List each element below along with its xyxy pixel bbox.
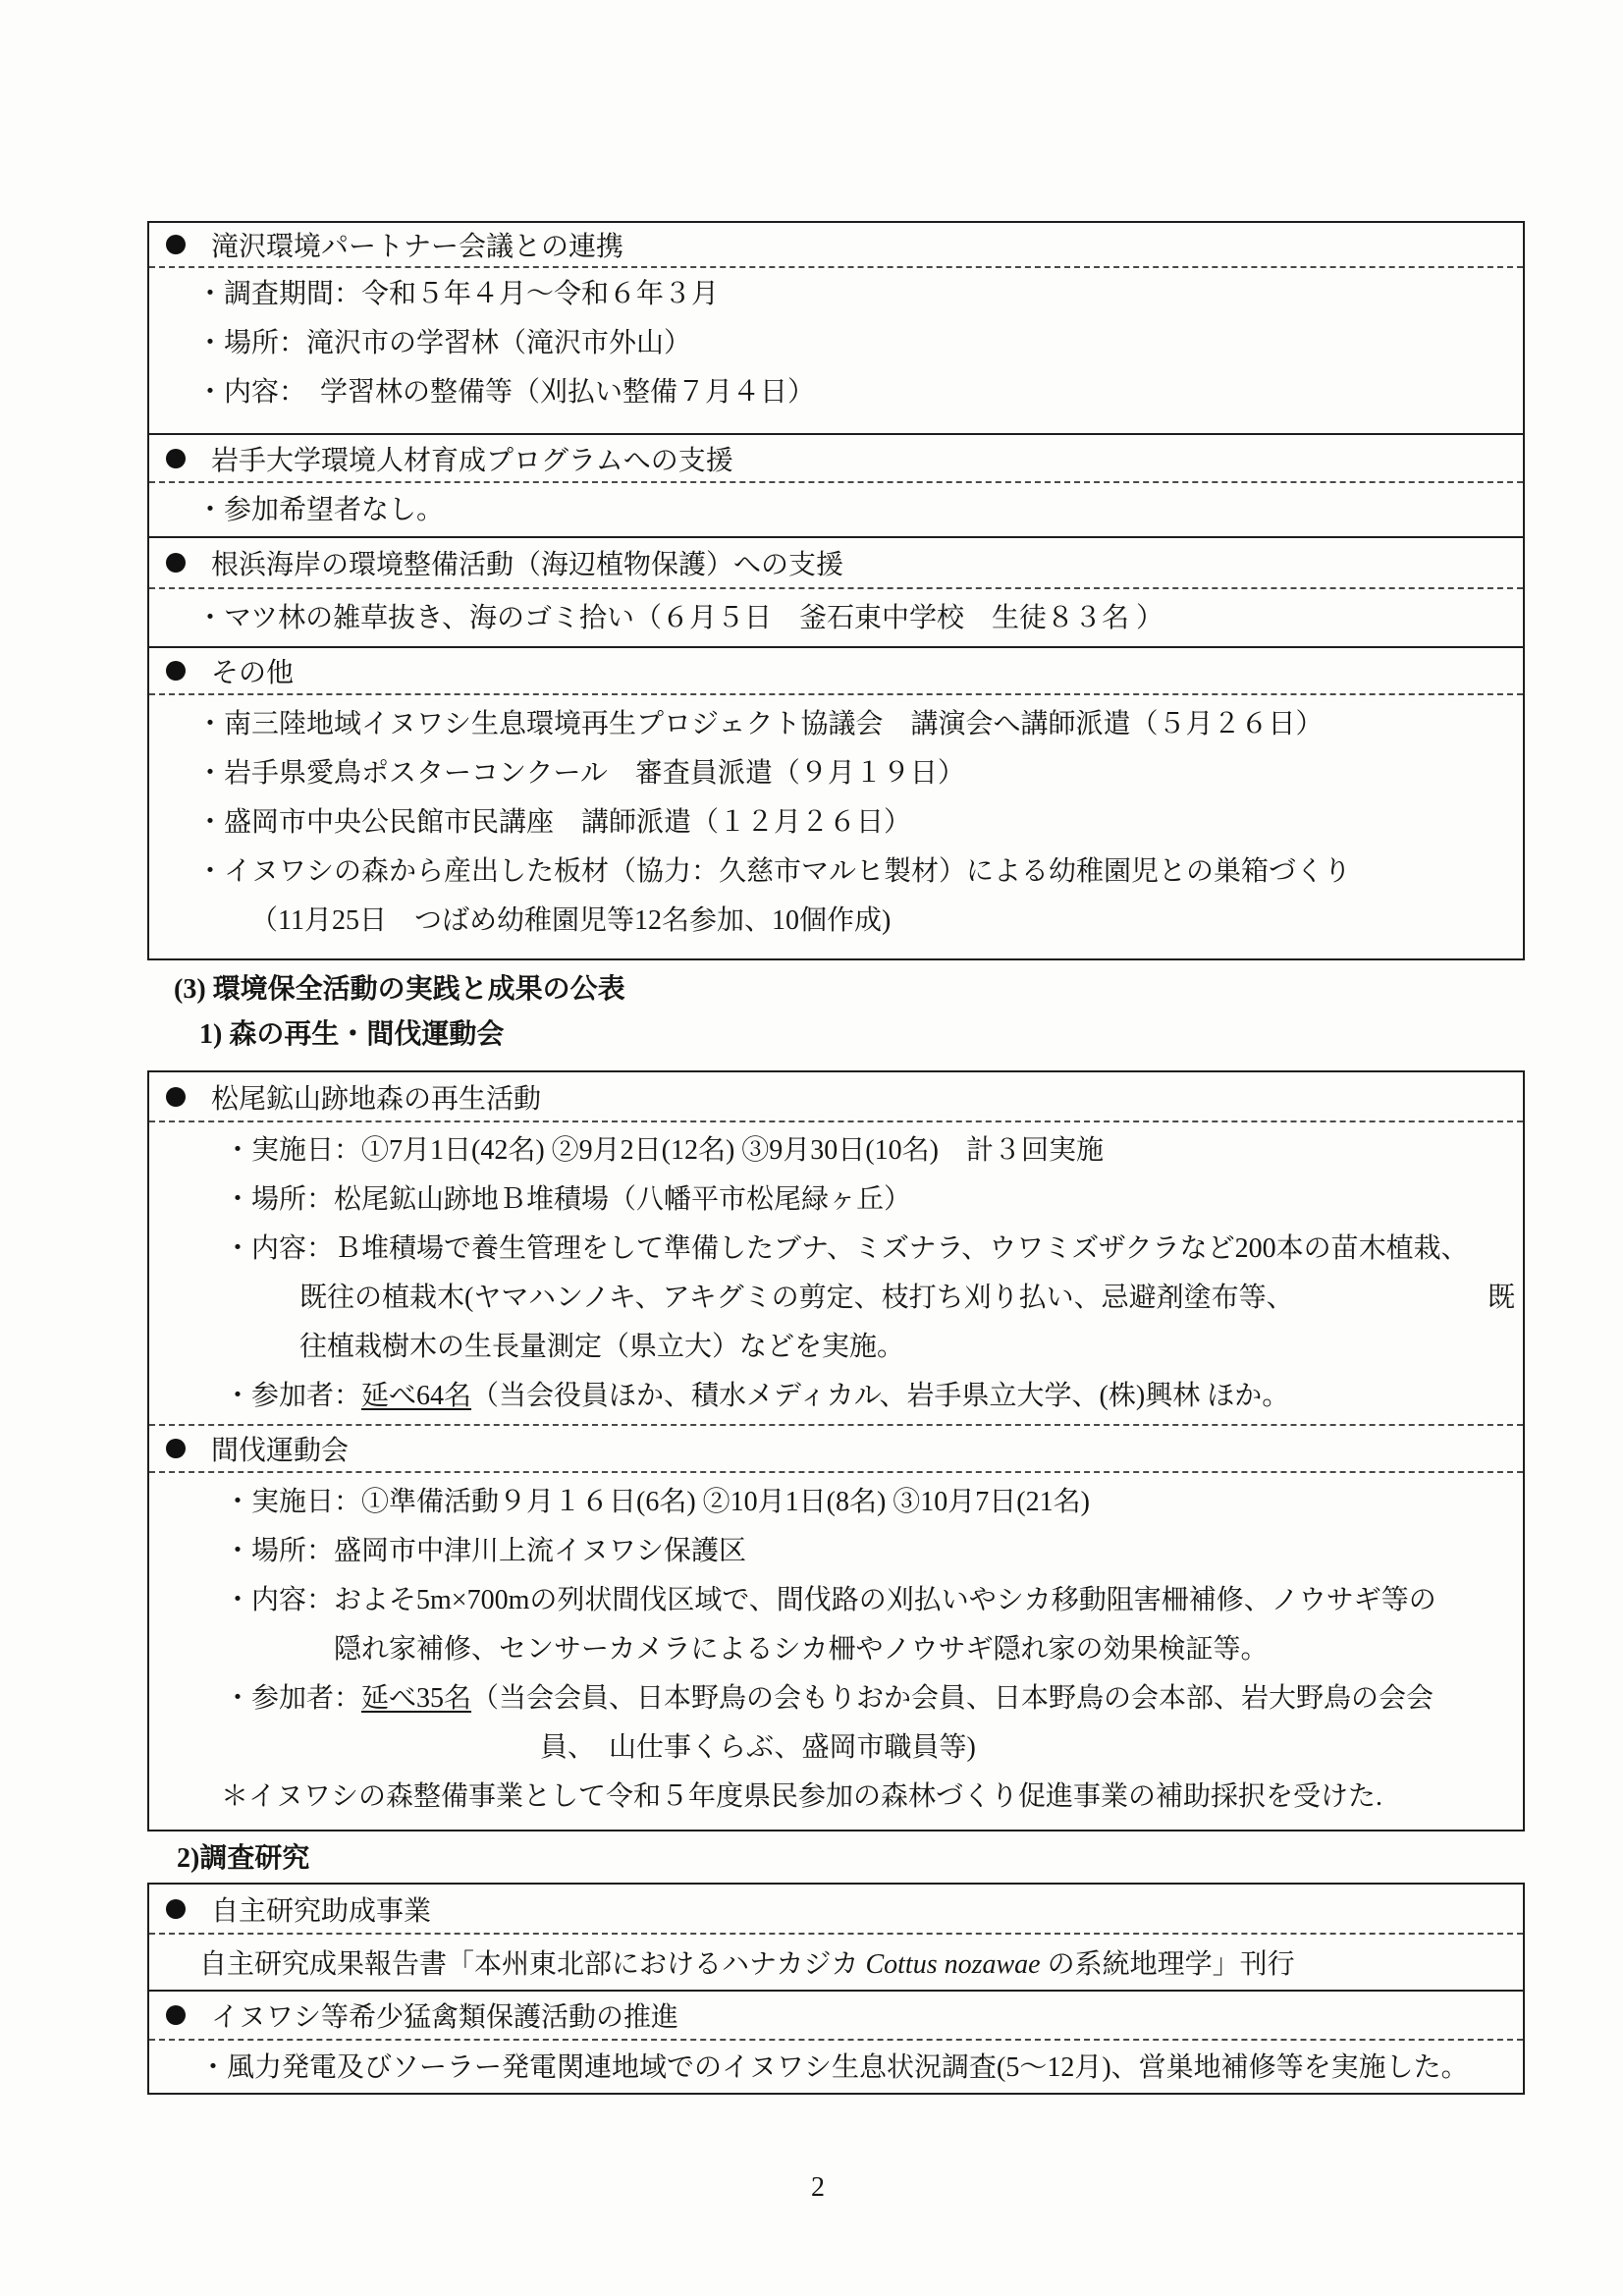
bullet-icon [166, 1899, 186, 1919]
participants-item [149, 1372, 1523, 1421]
subsection-heading: 2)調査研究 [177, 1843, 310, 1874]
list-item: ・参加希望者なし。 [196, 495, 445, 525]
section-title: 自主研究助成事業 [211, 1895, 432, 1927]
bullet-icon [166, 449, 186, 468]
list-item: ・岩手県愛鳥ポスターコンクール 審査員派遣（９月１９日） [196, 758, 965, 789]
section-title: 松尾鉱山跡地森の再生活動 [211, 1083, 542, 1115]
content-item-continued: 隠れ家補修、センサーカメラによるシカ柵やノウサギ隠れ家の効果検証等。 [334, 1634, 1269, 1665]
page-number: 2 [811, 2172, 825, 2203]
section-title: イヌワシ等希少猛禽類保護活動の推進 [211, 2002, 679, 2033]
participants-count: 延べ35名 [361, 1683, 472, 1714]
subsection-heading: 1) 森の再生・間伐運動会 [199, 1019, 505, 1050]
section-body [149, 695, 1523, 958]
content-item: ・内容：およそ5m×700mの列状間伐区域で、間伐路の刈払いやシカ移動阻害柵補修、ノウサギ等の [224, 1585, 1436, 1615]
list-item: ・内容： 学習林の整備等（刈払い整備７月４日） [196, 377, 816, 408]
content-item-continued [149, 1274, 1523, 1323]
participants-detail: （当会役員ほか、積水メディカル、岩手県立大学、(株)興林 ほか。 [471, 1381, 1290, 1411]
section-body [149, 268, 1523, 435]
section-title: その他 [211, 658, 295, 688]
section-header [149, 1426, 1523, 1473]
section-header [149, 538, 1523, 589]
list-item: ・盛岡市中央公民館市民講座 講師派遣（１２月２６日） [196, 807, 912, 838]
date-item: ・実施日：①7月1日(42名) ②9月2日(12名) ③9月30日(10名) 計３回実施 [224, 1135, 1104, 1166]
report-text: の系統地理学」刊行 [1040, 1949, 1295, 1980]
section-body [149, 589, 1523, 648]
report-text: 自主研究成果報告書「本州東北部におけるハナカジカ [199, 1949, 866, 1980]
section-title: 岩手大学環境人材育成プログラムへの支援 [211, 445, 733, 476]
section-body [149, 1935, 1523, 1992]
list-item: ・風力発電及びソーラー発電関連地域でのイヌワシ生息状況調査(5～12月)、営巣地補修等を実施した。 [199, 2052, 1469, 2083]
bullet-icon [166, 553, 186, 573]
date-item: ・実施日：①準備活動９月１６日(6名) ②10月1日(8名) ③10月7日(21名) [224, 1487, 1090, 1517]
section-title: 滝沢環境パートナー会議との連携 [211, 232, 624, 262]
place-item: ・場所：盛岡市中津川上流イヌワシ保護区 [224, 1536, 747, 1566]
section-header [149, 435, 1523, 483]
participants-label: ・参加者： [224, 1381, 362, 1411]
place-item: ・場所：松尾鉱山跡地Ｂ堆積場（八幡平市松尾緑ヶ丘） [224, 1184, 912, 1215]
content-text: 既往の植栽木(ヤマハンノキ、アキグミの剪定、枝打ち刈り払い、忌避剤塗布等、 [299, 1283, 1294, 1313]
content-trailing-text: 既 [1487, 1283, 1515, 1313]
bullet-icon [166, 235, 186, 254]
section-heading: (3) 環境保全活動の実践と成果の公表 [174, 974, 625, 1005]
list-item: ・調査期間：令和５年４月～令和６年３月 [196, 279, 720, 309]
section-body [149, 483, 1523, 538]
participants-continued: 員、 山仕事くらぶ、盛岡市職員等) [540, 1732, 976, 1763]
forest-activities-table [147, 1070, 1525, 1831]
list-item: ・イヌワシの森から産出した板材（協力：久慈市マルヒ製材）による幼稚園児との巣箱づくり [196, 856, 1352, 887]
participants-count: 延べ64名 [361, 1381, 472, 1411]
content-item-continued: 往植栽樹木の生長量測定（県立大）などを実施。 [299, 1332, 905, 1362]
section-title: 間伐運動会 [211, 1436, 350, 1466]
list-item: ・場所：滝沢市の学習林（滝沢市外山） [196, 328, 692, 358]
section-header [149, 223, 1523, 268]
participants-detail: （当会会員、日本野鳥の会もりおか会員、日本野鳥の会本部、岩大野鳥の会会 [471, 1683, 1434, 1714]
bullet-icon [166, 1439, 186, 1458]
bullet-icon [166, 661, 186, 681]
list-item: ・マツ林の雑草抜き、海のゴミ拾い（６月５日 釜石東中学校 生徒８３名 ） [196, 603, 1164, 633]
section-title: 根浜海岸の環境整備活動（海辺植物保護）への支援 [211, 550, 844, 580]
support-activities-table [147, 221, 1525, 960]
bullet-icon [166, 2005, 186, 2025]
section-header [149, 1072, 1523, 1122]
section-body [149, 2041, 1523, 2093]
note: ＊イヌワシの森整備事業として令和５年度県民参加の森林づくり促進事業の補助採択を受けた. [221, 1781, 1383, 1812]
section-header [149, 1885, 1523, 1935]
section-body [149, 1473, 1523, 1830]
participants-label: ・参加者： [224, 1683, 362, 1714]
report-item [149, 1941, 1523, 1990]
section-header [149, 1992, 1523, 2041]
content-item: ・内容：Ｂ堆積場で養生管理をして準備したブナ、ミズナラ、ウワミズザクラなど200本の苗木植栽、 [224, 1233, 1469, 1264]
section-header [149, 648, 1523, 695]
list-item-continued: （11月25日 つばめ幼稚園児等12名参加、10個作成) [250, 905, 892, 936]
research-table [147, 1883, 1525, 2095]
list-item: ・南三陸地域イヌワシ生息環境再生プロジェクト協議会 講演会へ講師派遣（５月２６日） [196, 709, 1324, 739]
participants-item [149, 1674, 1523, 1723]
section-body [149, 1122, 1523, 1426]
bullet-icon [166, 1087, 186, 1107]
species-name: Cottus nozawae [865, 1949, 1041, 1980]
